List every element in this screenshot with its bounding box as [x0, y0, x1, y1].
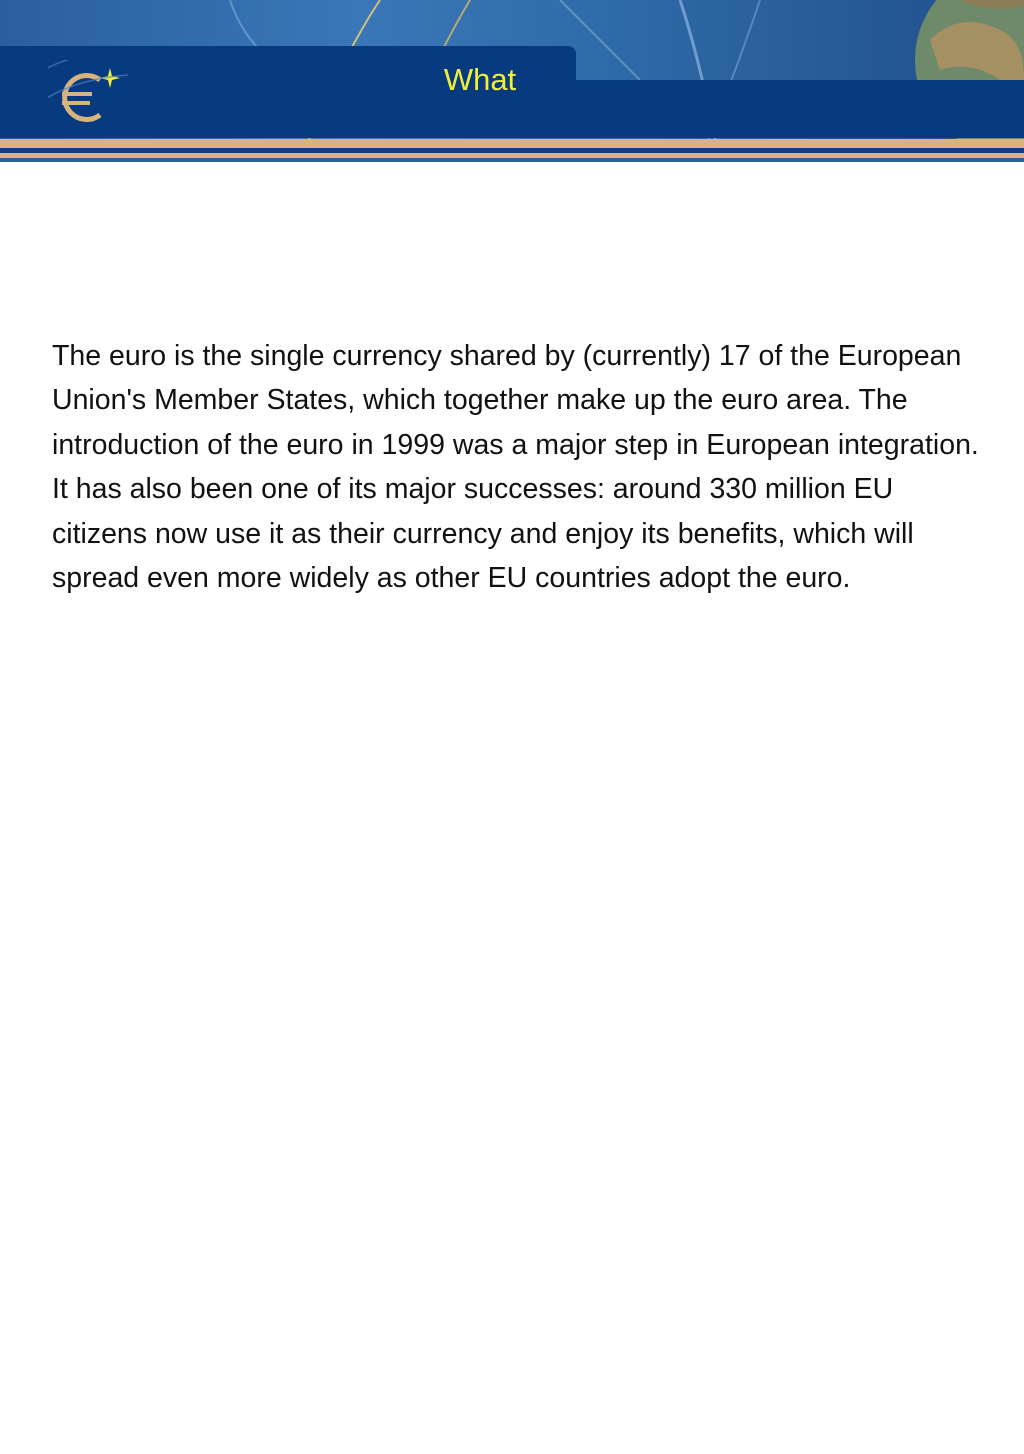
banner-bottom-edge — [0, 158, 1024, 162]
euro-sign-icon — [48, 60, 128, 130]
title-bar-extension — [576, 80, 1024, 138]
body-paragraph: The euro is the single currency shared by (currently) 17 of the European Union's Member States, which together make up the euro area. The introduction of the euro in 1999 was a major step in European integration. It has also been one of its major successes: around 330 million EU citizens now use it as their currency and enjoy its benefits, which will spread even more widely as other EU countries adopt the euro. — [52, 340, 979, 595]
gold-stripe — [0, 139, 1024, 148]
header-banner — [0, 0, 1024, 162]
slide-title: What — [443, 62, 517, 97]
